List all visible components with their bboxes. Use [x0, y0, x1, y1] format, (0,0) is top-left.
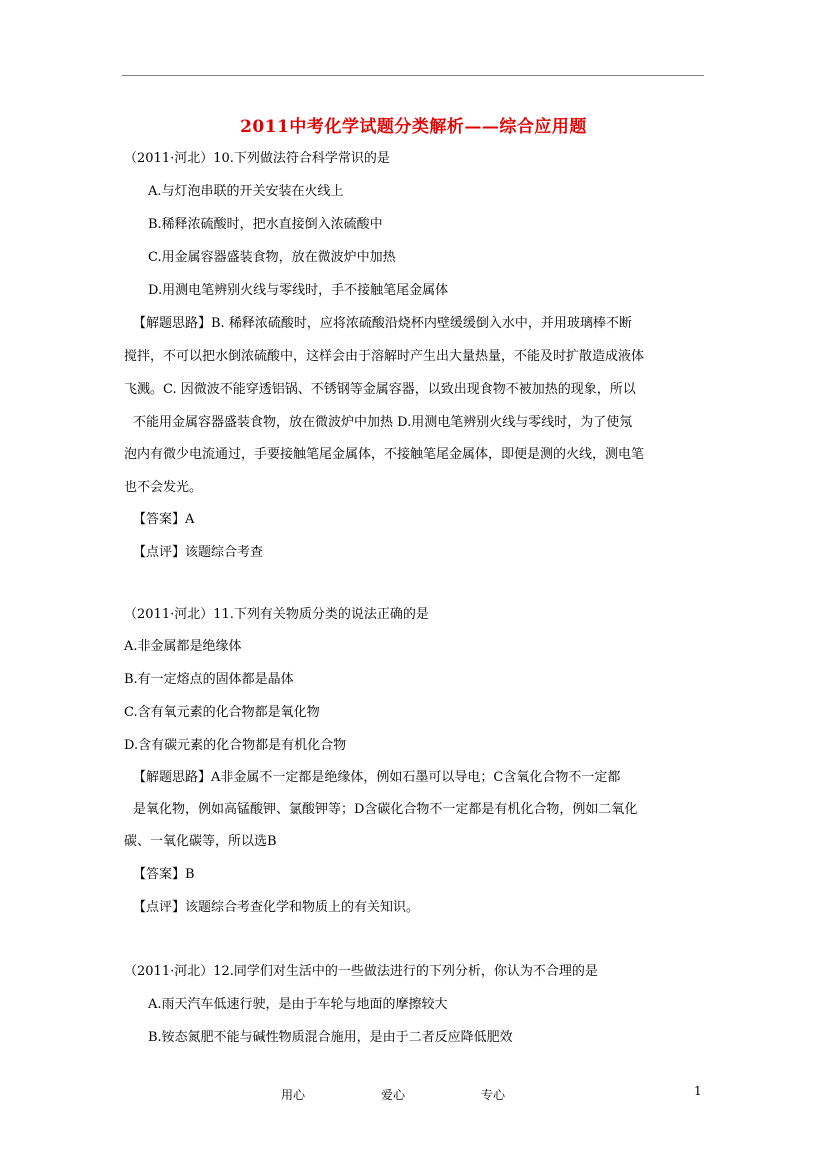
q10-analysis-line-3: 飞溅。C. 因微波不能穿透铝锅、不锈钢等金属容器，以致出现食物不被加热的现象，所以 — [124, 382, 636, 397]
q12-stem: （2011·河北）12.同学们对生活中的一些做法进行的下列分析，你认为不合理的是 — [124, 964, 598, 979]
footer-item-2: 爱心 — [381, 1088, 406, 1102]
q11-option-c: C.含有氧元素的化合物都是氧化物 — [124, 705, 320, 720]
q11-option-b: B.有一定熔点的固体都是晶体 — [124, 672, 294, 687]
q11-option-d: D.含有碳元素的化合物都是有机化合物 — [124, 738, 347, 753]
page-number: 1 — [694, 1084, 702, 1098]
q10-comment: 【点评】该题综合考查 — [133, 545, 264, 560]
q11-stem: （2011·河北）11.下列有关物质分类的说法正确的是 — [124, 607, 429, 622]
q10-analysis-line-4: 不能用金属容器盛装食物，放在微波炉中加热 D.用测电笔辨别火线与零线时，为了使氖 — [133, 415, 633, 430]
q12-option-a: A.雨天汽车低速行驶，是由于车轮与地面的摩擦较大 — [148, 997, 448, 1012]
q11-analysis-line-2: 是氧化物，例如高锰酸钾、氯酸钾等；D含碳化合物不一定都是有机化合物，例如二氧化 — [133, 802, 638, 817]
footer-item-3: 专心 — [481, 1088, 506, 1102]
document-title: 2011中考化学试题分类解析——综合应用题 — [240, 117, 587, 137]
q11-answer: 【答案】B — [133, 867, 195, 882]
q11-option-a: A.非金属都是绝缘体 — [124, 639, 242, 654]
q10-option-c: C.用金属容器盛装食物，放在微波炉中加热 — [148, 250, 396, 265]
q10-analysis-line-2: 搅拌，不可以把水倒浓硫酸中，这样会由于溶解时产生出大量热量，不能及时扩散造成液体 — [124, 349, 645, 364]
q10-option-b: B.稀释浓硫酸时，把水直接倒入浓硫酸中 — [148, 217, 383, 232]
footer-item-1: 用心 — [281, 1088, 306, 1102]
q10-option-a: A.与灯泡串联的开关安装在火线上 — [148, 184, 344, 199]
q11-comment: 【点评】该题综合考查化学和物质上的有关知识。 — [133, 900, 420, 915]
q10-analysis-line-1: 【解题思路】B. 稀释浓硫酸时，应将浓硫酸沿烧杯内壁缓缓倒入水中，并用玻璃棒不断 — [133, 316, 632, 331]
q10-stem: （2011·河北）10.下列做法符合科学常识的是 — [124, 151, 390, 166]
header-rule — [122, 75, 704, 76]
q12-option-b: B.铵态氮肥不能与碱性物质混合施用，是由于二者反应降低肥效 — [148, 1030, 513, 1045]
q11-analysis-line-1: 【解题思路】A非金属不一定都是绝缘体，例如石墨可以导电；C含氧化合物不一定都 — [133, 770, 621, 785]
q10-analysis-line-5: 泡内有微少电流通过，手要接触笔尾金属体，不接触笔尾金属体，即便是测的火线，测电笔 — [124, 447, 645, 462]
q11-analysis-line-3: 碳、一氧化碳等，所以选B — [124, 834, 277, 849]
q10-answer: 【答案】A — [133, 512, 195, 527]
q10-analysis-line-6: 也不会发光。 — [124, 480, 203, 495]
q10-option-d: D.用测电笔辨别火线与零线时，手不接触笔尾金属体 — [148, 283, 449, 298]
